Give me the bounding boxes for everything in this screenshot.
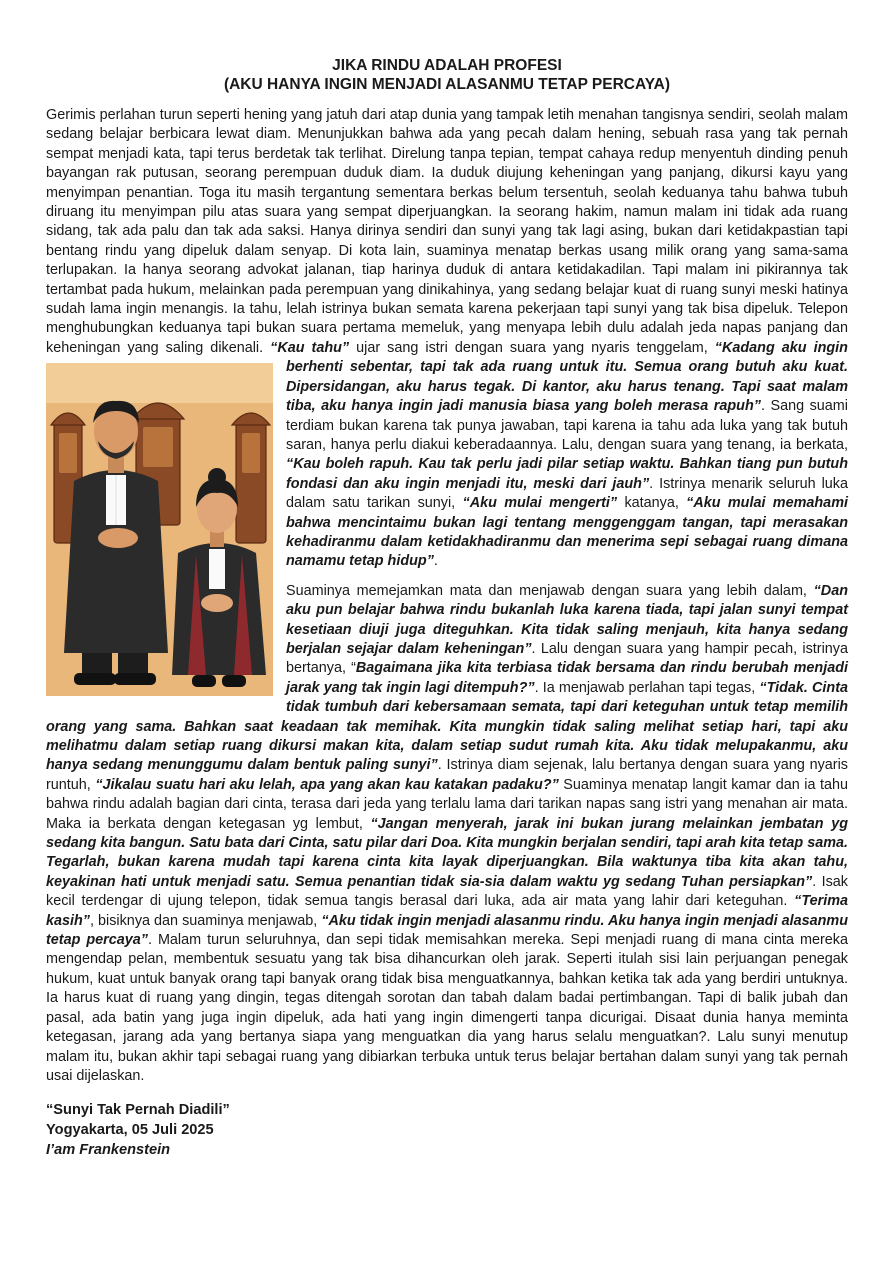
dialogue-quote: “Aku mulai mengerti” bbox=[462, 495, 618, 512]
title-line-2: (AKU HANYA INGIN MENJADI ALASANMU TETAP PERCAYA) bbox=[223, 76, 671, 93]
narration-text: . Istrinya diam sejenak, lalu bertanya dengan suara yang nyaris runtuh, bbox=[46, 757, 848, 793]
article-body bbox=[46, 106, 848, 1086]
closing-quote: “Sunyi Tak Pernah Diadili” bbox=[46, 1102, 230, 1119]
narration-text: , bisiknya dan suaminya menjawab, bbox=[90, 912, 322, 929]
narration-text: katanya, bbox=[617, 495, 687, 512]
dialogue-quote: “Dan aku pun belajar bahwa rindu bukanlah luka karena tiada, tapi jalan sunyi tempat kesetiaan diuji juga diteguhkan. Kita tidak saling menjauh, kita hanya sedang berjalan sejajar dalam keheningan” bbox=[286, 582, 848, 657]
narration-text: ujar sang istri dengan suara yang nyaris tenggelam, bbox=[349, 339, 715, 356]
dialogue-quote: “Terima kasih” bbox=[46, 893, 848, 929]
narration-text: . Sang suami terdiam bukan karena tak punya jawaban, tapi karena ia tahu ada luka yang tak butuh saran, hanya perlu diakui keberadaannya. Lalu, dengan suara yang tenang, ia berkata, bbox=[286, 398, 848, 453]
dialogue-quote: Bagaimana jika kita terbiasa tidak bersama dan rindu berubah menjadi jarak yang tak ingin lagi ditempuh?” bbox=[286, 660, 848, 696]
narration-text: . Malam turun seluruhnya, dan sepi tidak memisahkan mereka. Sepi menjadi ruang di mana cinta mereka mengendap pelan, membentuk sesuatu yang tak bisa dihancurkan oleh jarak. Seperti itulah sisi lain perjuangan penegak hukum, kuat untuk banyak orang tapi banyak orang tidak bisa menguatkannya, bahkan ketika tak ada yang berdiri untuknya. Ia harus kuat di ruang yang dingin, tegas ditengah sorotan dan tabah dalam badai pertimbangan. Tapi di balik jubah dan pasal, ada batin yang juga ingin dipeluk, ada hati yang ingin dimengerti tanpa dicurigai. Disaat dunia hanya meminta ketegasan, jarang ada yang bertanya siapa yang menguatkan dia yang harus selalu menguatkan?. Lalu sunyi menutup malam itu, bukan akhir tapi sebagai ruang yang dibiarkan terbuka untuk terus belajar bertahan dalam sunyi yang tak pernah usai dijelaskan. bbox=[46, 932, 848, 1084]
dialogue-quote: “Aku tidak ingin menjadi alasanmu rindu. Aku hanya ingin menjadi alasanmu tetap percaya” bbox=[46, 912, 849, 949]
narration-text: . bbox=[433, 553, 438, 570]
narration-text: . Isak kecil terdengar di ujung telepon, tidak semua tangis berasal dari luka, ada air mata yang lahir dari keteguhan. bbox=[46, 873, 848, 910]
dialogue-quote: “Aku mulai memahami bahwa mencintaimu bukan lagi tentang menggenggam tangan, tapi merasakan kehadiranmu dalam ketidakhadiranmu dan menerima sepi sebagai ruang dimana namamu tetap hidup” bbox=[286, 495, 848, 570]
dialogue-quote: “Jikalau suatu hari aku lelah, apa yang akan kau katakan padaku?” bbox=[95, 776, 559, 793]
narration-text: . Istrinya menarik seluruh luka dalam satu tarikan sunyi, bbox=[286, 475, 848, 512]
article-title bbox=[46, 56, 848, 94]
narration-text: Suaminya memejamkan mata dan menjawab dengan suara yang lebih dalam, bbox=[286, 582, 814, 599]
narration-text: . Ia menjawab perlahan tapi tegas, bbox=[534, 679, 760, 696]
title-line-1: JIKA RINDU ADALAH PROFESI bbox=[332, 57, 562, 74]
dialogue-quote: “Tidak. Cinta tidak tumbuh dari kebersamaan semata, tapi dari keteguhan untuk tetap memilih orang yang sama. Bahkan saat keadaan tak memihak. Kita mungkin tidak saling melihat setiap hari, tapi aku melihatmu dalam setiap ruang dikursi makan kita, dalam setiap sudut rumah kita. Aku tidak melupakanmu, aku hanya sedang menunggumu dalam bentuk paling sunyi” bbox=[46, 679, 849, 774]
narration-text: Suaminya menatap langit kamar dan ia tahu bahwa rindu adalah bagian dari cinta, terasa dari jeda yang terlalu lama dari tarikan napas sang istri yang menahan air mata. Maka ia berkata dengan ketegasan yg lembut, bbox=[46, 776, 848, 832]
dialogue-quote: “Kadang aku ingin berhenti sebentar, tapi tak ada ruang untuk itu. Semua orang butuh aku kuat. Dipersidangan, aku harus tegak. Di kantor, aku harus tenang. Tapi saat malam tiba, aku hanya ingin jadi manusia biasa yang boleh merasa rapuh” bbox=[286, 339, 848, 415]
document-page bbox=[46, 56, 848, 1160]
narration-text: Gerimis perlahan turun seperti hening yang jatuh dari atap dunia yang tampak letih menahan tangisnya sendiri, seolah malam sedang belajar berbicara lewat diam. Menunjukkan bahwa ada yang pecah dalam hening, sebuah rasa yang tak pernah sempat menjadi kata, tapi terus berdetak tak terlihat. Direlung tanpa tepian, tempat cahaya redup menyentuh dinding penuh bayangan rak putusan, seorang perempuan duduk diam. Ia duduk diujung keheningan yang panjang, dikursi kayu yang menyimpan penantian. Toga itu masih tergantung sementara berkas belum tersentuh, seolah keduanya tahu bahwa tubuh diruang itu menyimpan pilu atas suara yang sempat diperjuangkan. Ia seorang hakim, namun malam ini tidak ada ruang sidang, tak ada palu dan tak ada saksi. Hanya dirinya sendiri dan sunyi yang tak lagi asing, bukan dari ketidakpastian tapi bentang rindu yang dipeluk dalam senyap. Di kota lain, suaminya menatap berkas usang milik orang yang sama-sama terlupakan. Ia hanya seorang advokat jalanan, tiap harinya duduk di antara ketidakadilan. Tapi malam ini pikirannya tak tertambat pada hukum, melainkan pada perempuan yang dinikahinya, yang sedang belajar kuat di ruang sunyi meski hatinya sudah lama ingin menangis. Ia tahu, lelah istrinya bukan semata karena pekerjaan tapi sunyi yang tak bisa dipeluk. Telepon menghubungkan keduanya tapi bukan suara pertama memeluk, yang menyapa lebih dulu adalah jeda napas panjang dan keheningan yang saling dikenali. bbox=[46, 107, 848, 356]
dialogue-quote: “Kau boleh rapuh. Kau tak perlu jadi pilar setiap waktu. Bahkan tiang pun butuh fondasi dan aku ingin menjadi itu, meski dari jauh” bbox=[286, 456, 848, 492]
paragraph-1 bbox=[46, 106, 848, 572]
judge-couple-illustration bbox=[46, 363, 273, 696]
dialogue-quote: “Kau tahu” bbox=[270, 339, 350, 356]
narration-text: . Lalu dengan suara yang hampir pecah, istrinya bertanya, “ bbox=[286, 640, 848, 677]
signature-block bbox=[46, 1100, 848, 1160]
dialogue-quote: “Jangan menyerah, jarak ini bukan jurang melainkan jembatan yg sedang kita bangun. Satu bata dari Cinta, satu pilar dari Doa. Kita mungkin berjalan sendiri, tapi arah kita tetap sama. Tegarlah, bukan karena mudah tapi karena cinta kita layak diperjuangkan. Bila waktunya tiba kita akan tahu, keyakinan hati untuk menjadi satu. Semua penantian tidak sia-sia dalam waktu yg sedang Tuhan persiapkan” bbox=[46, 815, 848, 890]
place-date: Yogyakarta, 05 Juli 2025 bbox=[46, 1122, 214, 1139]
author-name: I’am Frankenstein bbox=[46, 1142, 171, 1159]
illustration-svg bbox=[46, 363, 273, 696]
